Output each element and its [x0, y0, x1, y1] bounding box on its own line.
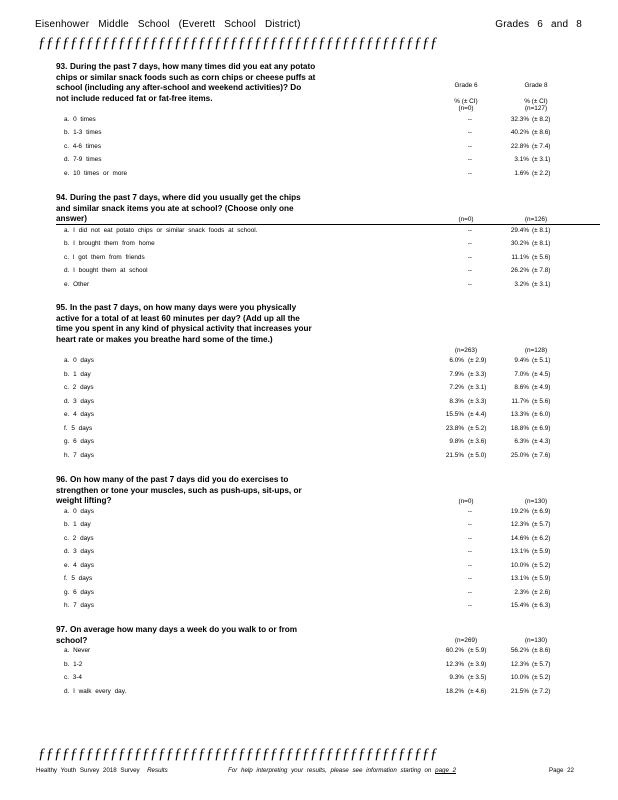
- grade8-value: 7.0%: [514, 371, 529, 378]
- grade8-ci: (± 5.6): [532, 254, 551, 261]
- grade8-ci: (± 5.2): [532, 674, 551, 681]
- grade8-ci: (± 5.9): [532, 575, 551, 582]
- grade6-n: (n=0): [458, 498, 474, 505]
- grade8-ci: (± 6.9): [532, 425, 551, 432]
- grade8-ci: (± 8.6): [532, 129, 551, 136]
- grade8-ci-header: % (± CI): [524, 98, 548, 105]
- grade8-ci: (± 6.0): [532, 411, 551, 418]
- grade6-value: --: [467, 227, 472, 234]
- grade8-value: 13.1%: [510, 575, 529, 582]
- footer-help-sentence: For help interpreting your results, please see information starting on: [228, 767, 432, 774]
- grade8-value: 2.3%: [514, 589, 529, 596]
- grade6-ci: (± 5.9): [468, 647, 487, 654]
- grade8-ci: (± 6.2): [532, 535, 551, 542]
- grade8-n: (n=126): [524, 216, 548, 223]
- grade6-value: --: [467, 521, 472, 528]
- grade8-n: (n=130): [524, 637, 548, 644]
- grade6-value: 6.0%: [449, 357, 464, 364]
- grade8-value: 22.8%: [510, 143, 529, 150]
- question-body: On how many of the past 7 days did you do exercises to strengthen or tone your muscles, such as push-ups, sit-ups, or weight lifting?: [56, 475, 302, 506]
- grade8-value: 11.7%: [511, 398, 529, 405]
- grade6-value: 15.5%: [445, 411, 464, 418]
- question-text: [56, 475, 316, 507]
- grade8-ci: (± 3.1): [532, 156, 551, 163]
- grade8-ci: (± 5.7): [532, 661, 551, 668]
- grade8-ci: (± 5.2): [532, 562, 551, 569]
- grade8-value: 13.1%: [510, 548, 529, 555]
- grade6-value: 7.9%: [449, 371, 464, 378]
- answer-label: e. 4 days: [64, 562, 94, 569]
- grade6-value: --: [467, 143, 472, 150]
- question-body: During the past 7 days, where did you usually get the chips and similar snack items you ate at school? (Choose only one answer): [56, 193, 301, 224]
- grade8-ci: (± 8.1): [532, 227, 551, 234]
- answer-label: a. 0 days: [64, 357, 94, 364]
- grade6-value: 21.5%: [445, 452, 464, 459]
- top-decorative-rule: ƒƒƒƒƒƒƒƒƒƒƒƒƒƒƒƒƒƒƒƒƒƒƒƒƒƒƒƒƒƒƒƒƒƒƒƒƒƒƒƒƒƒƒƒƒƒƒƒƒƒ: [38, 35, 438, 51]
- grade8-value: 32.3%: [510, 116, 529, 123]
- grade6-value: --: [467, 535, 472, 542]
- grade6-value: --: [467, 116, 472, 123]
- grade6-value: --: [467, 129, 472, 136]
- bottom-decorative-rule: ƒƒƒƒƒƒƒƒƒƒƒƒƒƒƒƒƒƒƒƒƒƒƒƒƒƒƒƒƒƒƒƒƒƒƒƒƒƒƒƒƒƒƒƒƒƒƒƒƒƒ: [38, 746, 438, 762]
- answer-label: d. 7-9 times: [64, 156, 102, 163]
- footer-help-text: [228, 767, 456, 774]
- answer-label: g. 6 days: [64, 589, 94, 596]
- grade6-value: --: [467, 508, 472, 515]
- grade6-value: 18.2%: [445, 688, 464, 695]
- answer-label: f. 5 days: [64, 575, 93, 582]
- grade8-value: 19.2%: [510, 508, 529, 515]
- grade6-header: Grade 6: [454, 82, 478, 89]
- answer-label: c. 2 days: [64, 384, 94, 391]
- answer-label: d. 3 days: [64, 398, 94, 405]
- grade8-ci: (± 5.9): [532, 548, 551, 555]
- grade6-n: (n=0): [458, 105, 474, 112]
- question-number: 95.: [56, 303, 68, 312]
- answer-label: b. I brought them from home: [64, 240, 155, 247]
- grade8-ci: (± 8.6): [532, 647, 551, 654]
- grade8-value: 56.2%: [510, 647, 529, 654]
- footer-results-label: Results: [147, 767, 168, 774]
- grade8-ci: (± 7.8): [532, 267, 551, 274]
- question-body: In the past 7 days, on how many days were you physically active for a total of at least 60 minutes per day? (Add up all the time you spent in any kind of physical activity that increases your heart rate or makes you breathe hard some of the time.): [56, 303, 312, 344]
- grade6-ci: (± 3.9): [468, 661, 487, 668]
- grades-header: Grades 6 and 8: [495, 19, 582, 30]
- grade6-ci: (± 4.6): [468, 688, 487, 695]
- grade6-ci: (± 3.1): [468, 384, 487, 391]
- answer-label: b. 1 day: [64, 371, 91, 378]
- question-text: [56, 193, 316, 225]
- question-number: 94.: [56, 193, 68, 202]
- school-header: Eisenhower Middle School (Everett School District): [35, 19, 301, 30]
- grade6-ci: (± 5.2): [468, 425, 487, 432]
- grade8-ci: (± 6.9): [532, 508, 551, 515]
- grade8-ci: (± 6.3): [532, 602, 551, 609]
- grade8-n: (n=128): [524, 347, 548, 354]
- grade8-value: 12.3%: [510, 521, 529, 528]
- grade6-value: 60.2%: [445, 647, 464, 654]
- answer-label: c. 3-4: [64, 674, 82, 681]
- grade8-ci: (± 7.4): [532, 143, 551, 150]
- answer-label: d. I bought them at school: [64, 267, 148, 274]
- grade6-ci: (± 2.9): [468, 357, 487, 364]
- grade6-value: 8.3%: [449, 398, 464, 405]
- question-number: 93.: [56, 62, 68, 71]
- answer-label: a. 0 times: [64, 116, 96, 123]
- grade6-value: --: [467, 254, 472, 261]
- grade8-ci: (± 5.6): [532, 398, 551, 405]
- footer-page-link[interactable]: page 2: [435, 767, 457, 774]
- answer-label: e. Other: [64, 281, 90, 288]
- grade8-ci: (± 2.6): [532, 589, 551, 596]
- grade6-value: --: [467, 240, 472, 247]
- divider-line: [56, 224, 600, 225]
- grade8-ci: (± 8.1): [532, 240, 551, 247]
- grade6-n: (n=269): [454, 637, 478, 644]
- answer-label: a. I did not eat potato chips or similar snack foods at school.: [64, 227, 258, 234]
- grade8-value: 10.0%: [510, 562, 529, 569]
- grade6-value: --: [467, 267, 472, 274]
- grade8-header: Grade 8: [524, 82, 548, 89]
- grade8-value: 6.3%: [514, 438, 529, 445]
- grade6-ci: (± 3.3): [468, 398, 487, 405]
- grade6-ci: (± 5.0): [468, 452, 487, 459]
- grade6-value: --: [467, 548, 472, 555]
- grade8-ci: (± 4.3): [532, 438, 551, 445]
- answer-label: d. I walk every day.: [64, 688, 127, 695]
- grade6-n: (n=0): [458, 216, 474, 223]
- answer-label: b. 1-3 times: [64, 129, 102, 136]
- question-number: 96.: [56, 475, 68, 484]
- grade6-value: 9.8%: [449, 438, 464, 445]
- answer-label: e. 10 times or more: [64, 170, 128, 177]
- grade8-value: 3.2%: [514, 281, 529, 288]
- grade8-value: 26.2%: [510, 267, 529, 274]
- answer-label: a. 0 days: [64, 508, 94, 515]
- answer-label: g. 6 days: [64, 438, 94, 445]
- footer-survey-title: [36, 767, 168, 774]
- grade6-n: (n=263): [454, 347, 478, 354]
- grade8-ci: (± 8.2): [532, 116, 551, 123]
- grade8-ci: (± 4.5): [532, 371, 551, 378]
- grade6-value: --: [467, 562, 472, 569]
- grade8-ci: (± 2.2): [532, 170, 551, 177]
- grade6-value: --: [467, 575, 472, 582]
- grade8-value: 9.4%: [514, 357, 529, 364]
- answer-label: b. 1-2: [64, 661, 83, 668]
- answer-label: b. 1 day: [64, 521, 91, 528]
- grade8-value: 21.5%: [510, 688, 529, 695]
- grade6-value: 9.3%: [449, 674, 464, 681]
- grade8-value: 30.2%: [510, 240, 529, 247]
- grade6-value: --: [467, 281, 472, 288]
- grade8-value: 25.0%: [510, 452, 529, 459]
- grade8-n: (n=127): [524, 105, 548, 112]
- grade8-ci: (± 5.1): [532, 357, 551, 364]
- question-text: [56, 625, 316, 646]
- grade8-value: 14.6%: [510, 535, 529, 542]
- grade8-ci: (± 3.1): [532, 281, 551, 288]
- grade6-ci-header: % (± CI): [454, 98, 478, 105]
- answer-label: d. 3 days: [64, 548, 94, 555]
- answer-label: h. 7 days: [64, 602, 94, 609]
- question-text: [56, 303, 316, 345]
- grade6-ci: (± 3.3): [468, 371, 487, 378]
- grade8-value: 11.1%: [511, 254, 529, 261]
- question-text: [56, 62, 316, 104]
- grade6-value: --: [467, 589, 472, 596]
- answer-label: e. 4 days: [64, 411, 94, 418]
- grade8-value: 18.8%: [510, 425, 529, 432]
- question-body: On average how many days a week do you walk to or from school?: [56, 625, 298, 645]
- grade8-value: 8.6%: [514, 384, 529, 391]
- grade8-value: 40.2%: [510, 129, 529, 136]
- grade8-ci: (± 7.2): [532, 688, 551, 695]
- question-body: During the past 7 days, how many times did you eat any potato chips or similar snack foods such as corn chips or cheese puffs at school (including any after-school and weekend activities)? Do not include reduced fat or fat-free items.: [56, 62, 316, 103]
- grade6-value: 7.2%: [449, 384, 464, 391]
- answer-label: h. 7 days: [64, 452, 94, 459]
- grade6-ci: (± 3.6): [468, 438, 487, 445]
- grade6-value: --: [467, 156, 472, 163]
- answer-label: a. Never: [64, 647, 91, 654]
- grade8-ci: (± 4.9): [532, 384, 551, 391]
- answer-label: c. 2 days: [64, 535, 94, 542]
- answer-label: f. 5 days: [64, 425, 93, 432]
- footer-survey-name: Healthy Youth Survey 2018 Survey: [36, 767, 140, 774]
- grade8-value: 29.4%: [510, 227, 529, 234]
- footer-page-number: Page 22: [548, 767, 574, 774]
- grade8-value: 13.3%: [510, 411, 529, 418]
- grade8-ci: (± 7.6): [532, 452, 551, 459]
- grade8-value: 15.4%: [510, 602, 529, 609]
- grade8-value: 3.1%: [514, 156, 529, 163]
- grade6-value: --: [467, 170, 472, 177]
- grade6-ci: (± 3.5): [468, 674, 487, 681]
- answer-label: c. I got them from friends: [64, 254, 145, 261]
- question-number: 97.: [56, 625, 68, 634]
- grade8-n: (n=130): [524, 498, 548, 505]
- grade6-value: --: [467, 602, 472, 609]
- grade6-value: 23.8%: [445, 425, 464, 432]
- grade6-value: 12.3%: [445, 661, 464, 668]
- grade8-ci: (± 5.7): [532, 521, 551, 528]
- grade8-value: 12.3%: [510, 661, 529, 668]
- grade6-ci: (± 4.4): [468, 411, 487, 418]
- grade8-value: 10.0%: [510, 674, 529, 681]
- grade8-value: 1.6%: [514, 170, 529, 177]
- answer-label: c. 4-6 times: [64, 143, 102, 150]
